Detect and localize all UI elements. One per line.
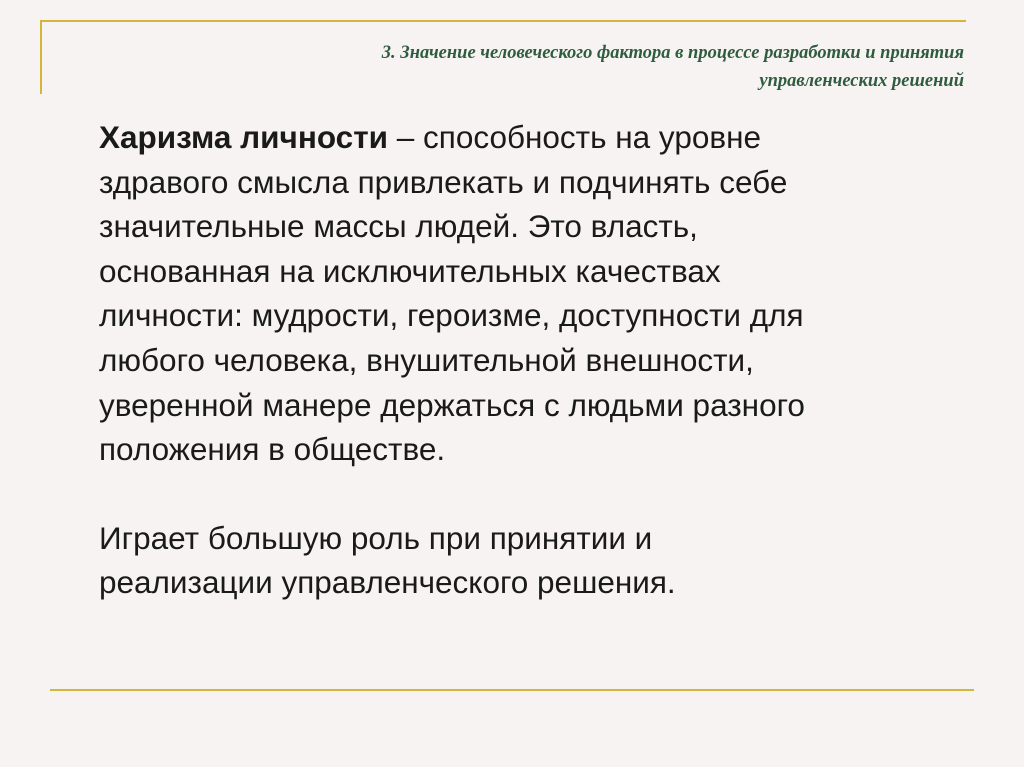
definition-line-6: любого человека, внушительной внешности,	[99, 341, 754, 378]
charisma-term: Харизма личности	[99, 119, 388, 155]
definition-line-1: – способность на уровне	[388, 119, 762, 155]
definition-line-5: личности: мудрости, героизме, доступности для	[99, 297, 804, 334]
charisma-definition-paragraph	[99, 115, 979, 472]
role-line-2: реализации управленческого решения.	[99, 564, 676, 601]
role-paragraph	[99, 516, 979, 605]
role-line-1: Играет большую роль при принятии и	[99, 519, 653, 556]
left-divider	[40, 20, 42, 94]
definition-line-7: уверенной манере держаться с людьми разного	[99, 386, 805, 423]
definition-line-8: положения в обществе.	[99, 431, 446, 468]
definition-line-3: значительные массы людей. Это власть,	[99, 208, 698, 245]
top-divider	[40, 20, 966, 22]
slide-title-line-2: управленческих решений	[759, 71, 964, 91]
slide-body	[99, 115, 979, 605]
bottom-divider	[50, 689, 974, 691]
definition-line-2: здравого смысла привлекать и подчинять себе	[99, 163, 788, 200]
definition-line-4: основанная на исключительных качествах	[99, 252, 721, 289]
slide-title	[104, 39, 964, 95]
slide-title-line-1: 3. Значение человеческого фактора в процессе разработки и принятия	[381, 43, 964, 63]
